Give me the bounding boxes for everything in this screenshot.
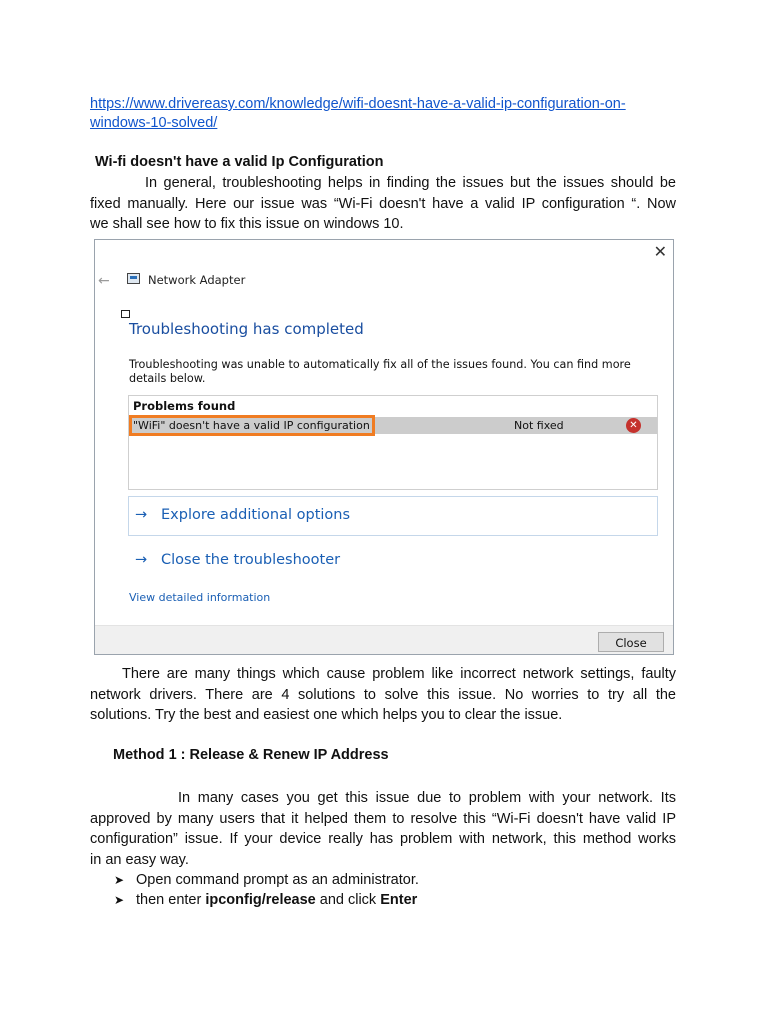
bullet-text-2-prefix: then enter xyxy=(136,892,206,908)
method1-paragraph xyxy=(90,788,676,870)
breadcrumb: Network Adapter xyxy=(148,273,246,287)
intro-line2: fixed manually. Here our issue was “Wi-Fi doesn't have a valid IP configuration “. Now xyxy=(90,195,676,212)
list-item xyxy=(114,890,417,910)
para3-line3: configuration” issue. If your device really has problem with network, this method works xyxy=(90,831,676,847)
troubleshooter-dialog xyxy=(94,239,674,655)
intro-line1: In general, troubleshooting helps in finding the issues but the issues should be xyxy=(145,175,676,191)
enter-key-text: Enter xyxy=(380,892,418,908)
highlight-box xyxy=(129,415,375,436)
view-detailed-information-link[interactable]: View detailed information xyxy=(129,591,271,604)
para2-line3: solutions. Try the best and easiest one which helps you to clear the issue. xyxy=(90,707,563,723)
arrow-bullet-icon: ➤ xyxy=(114,873,125,887)
intro-line3: we shall see how to fix this issue on windows 10. xyxy=(90,216,404,232)
bullet-text-1: Open command prompt as an administrator. xyxy=(136,872,419,888)
dialog-footer xyxy=(95,625,673,654)
error-icon: ✕ xyxy=(626,418,641,433)
dialog-description: Troubleshooting was unable to automatically fix all of the issues found. You can find more details below. xyxy=(129,358,631,385)
arrow-right-icon: → xyxy=(135,552,148,568)
source-link[interactable] xyxy=(90,95,670,133)
network-adapter-icon xyxy=(127,273,140,284)
para3-line1: In many cases you get this issue due to problem with your network. Its xyxy=(178,790,676,806)
problem-name: "WiFi" doesn't have a valid IP configuration xyxy=(133,419,370,432)
problems-found-label: Problems found xyxy=(133,399,236,413)
arrow-bullet-icon: ➤ xyxy=(114,893,125,907)
list-item xyxy=(114,870,419,890)
close-troubleshooter-link[interactable] xyxy=(135,552,340,568)
para2-line2: network drivers. There are 4 solutions to solve this issue. No worries to try all the xyxy=(90,686,676,703)
close-icon[interactable]: ✕ xyxy=(653,242,667,261)
para3-line2: approved by many users that it helped them to resolve this “Wi-Fi doesn't have valid IP xyxy=(90,810,676,827)
command-text: ipconfig/release xyxy=(205,892,316,908)
arrow-right-icon: → xyxy=(135,507,148,523)
para2-line1: There are many things which cause problem like incorrect network settings, faulty xyxy=(122,666,676,682)
intro-paragraph xyxy=(90,173,676,235)
explore-options-label: Explore additional options xyxy=(161,507,351,523)
close-button[interactable]: Close xyxy=(598,632,664,652)
causes-paragraph xyxy=(90,664,676,726)
para3-line4: in an easy way. xyxy=(90,851,189,868)
close-troubleshooter-label: Close the troubleshooter xyxy=(161,552,341,568)
bullet-text-2-mid: and click xyxy=(315,892,381,908)
explore-options-link[interactable] xyxy=(128,496,658,536)
section-title: Wi-fi doesn't have a valid Ip Configuration xyxy=(95,154,384,170)
source-link-line2[interactable]: windows-10-solved/ xyxy=(90,115,218,131)
source-link-line1[interactable]: https://www.drivereasy.com/knowledge/wifi-doesnt-have-a-valid-ip-configuration-on- xyxy=(90,96,626,112)
problems-found-box xyxy=(128,395,658,490)
method1-title: Method 1 : Release & Renew IP Address xyxy=(113,747,389,763)
placeholder-box-icon xyxy=(121,310,130,318)
problem-status: Not fixed xyxy=(514,419,564,432)
dialog-title: Troubleshooting has completed xyxy=(129,320,364,338)
back-arrow-icon[interactable]: ← xyxy=(98,273,110,289)
